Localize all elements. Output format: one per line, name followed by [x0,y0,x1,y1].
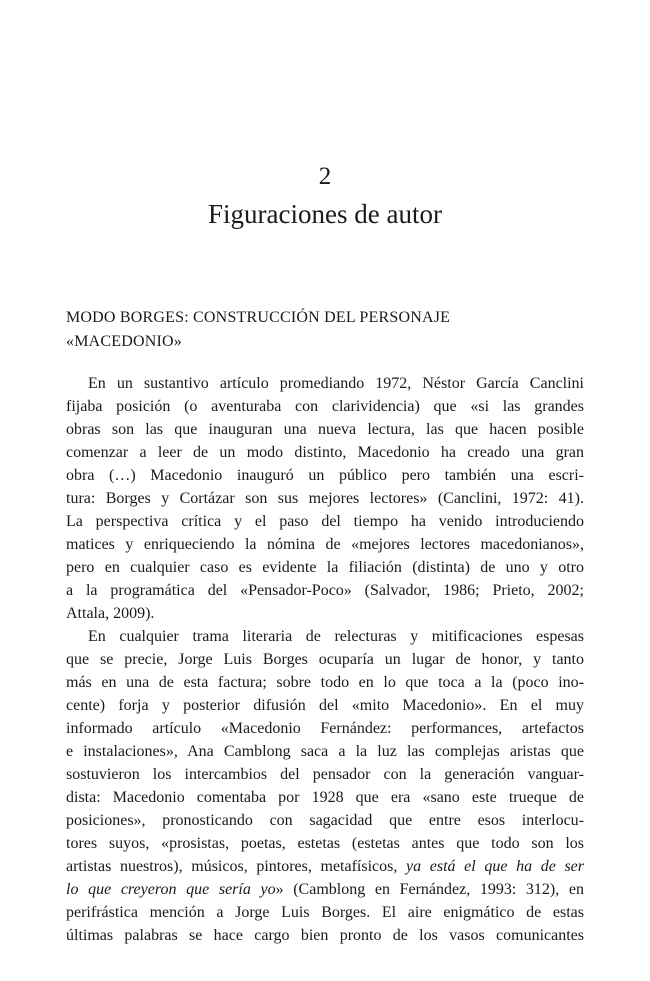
chapter-number: 2 [318,163,332,190]
text-line: informado artículo «Macedonio Fernández: performances, artefactos [66,720,584,737]
text-line: sostuvieron los intercambios del pensador con la generación vanguar- [66,766,584,783]
text-line: tura: Borges y Cortázar son sus mejores lectores» (Canclini, 1972: 41). [66,490,584,507]
text-line: e instalaciones», Ana Camblong saca a la luz las complejas aristas que [66,743,584,760]
text-line [66,878,584,901]
text-line: tores suyos, «prosistas, poetas, estetas (estetas antes que todo son los [66,835,584,852]
italic-quote: lo que creyeron que sería yo [66,881,276,898]
text-line: pero en cualquier caso es evidente la filiación (distinta) de uno y otro [66,559,584,576]
section-heading-line: MODO BORGES: CONSTRUCCIÓN DEL PERSONAJE [66,309,451,326]
text-line: matices y enriqueciendo la nómina de «mejores lectores macedonianos», [66,536,584,553]
text-line: a la programática del «Pensador-Poco» (Salvador, 1986; Prieto, 2002; [66,582,584,599]
text-line: posiciones», pronosticando con sagacidad que entre esos interlocu- [66,812,584,829]
text-line: dista: Macedonio comentaba por 1928 que era «sano este trueque de [66,789,584,806]
text-line: fijaba posición (o aventuraba con clarividencia) que «si las grandes [66,398,584,415]
italic-quote: ya está el que ha de ser [406,858,584,875]
section-heading [66,306,586,354]
text-line: En un sustantivo artículo promediando 1972, Néstor García Canclini [88,375,584,392]
text-line: obra (…) Macedonio inauguró un público pero también una escri- [66,467,584,484]
text-line: que se precie, Jorge Luis Borges ocuparía un lugar de honor, y tanto [66,651,584,668]
text-run: artistas nuestros), músicos, pintores, metafísicos, [66,858,407,875]
text-line: más en una de esta factura; sobre todo en lo que toca a la (poco ino- [66,674,584,691]
text-line: Attala, 2009). [66,605,155,622]
section-heading-line: «MACEDONIO» [66,333,182,350]
text-run: » (Camblong en Fernández, 1993: 312), en [275,881,584,898]
text-line: En cualquier trama literaria de relecturas y mitificaciones espesas [88,628,584,645]
text-line: obras son las que inauguran una nueva lectura, las que hacen posible [66,421,584,438]
text-line: últimas palabras se hace cargo bien pronto de los vasos comunicantes [66,927,584,944]
body-text [66,372,584,947]
text-line: La perspectiva crítica y el paso del tiempo ha venido introduciendo [66,513,584,530]
text-line [66,855,584,878]
chapter-title: Figuraciones de autor [208,199,442,229]
text-line: cente) forja y posterior difusión del «mito Macedonio». En el muy [66,697,584,714]
text-line: perifrástica mención a Jorge Luis Borges. El aire enigmático de estas [66,904,584,921]
text-line: comenzar a leer de un modo distinto, Macedonio ha creado una gran [66,444,584,461]
